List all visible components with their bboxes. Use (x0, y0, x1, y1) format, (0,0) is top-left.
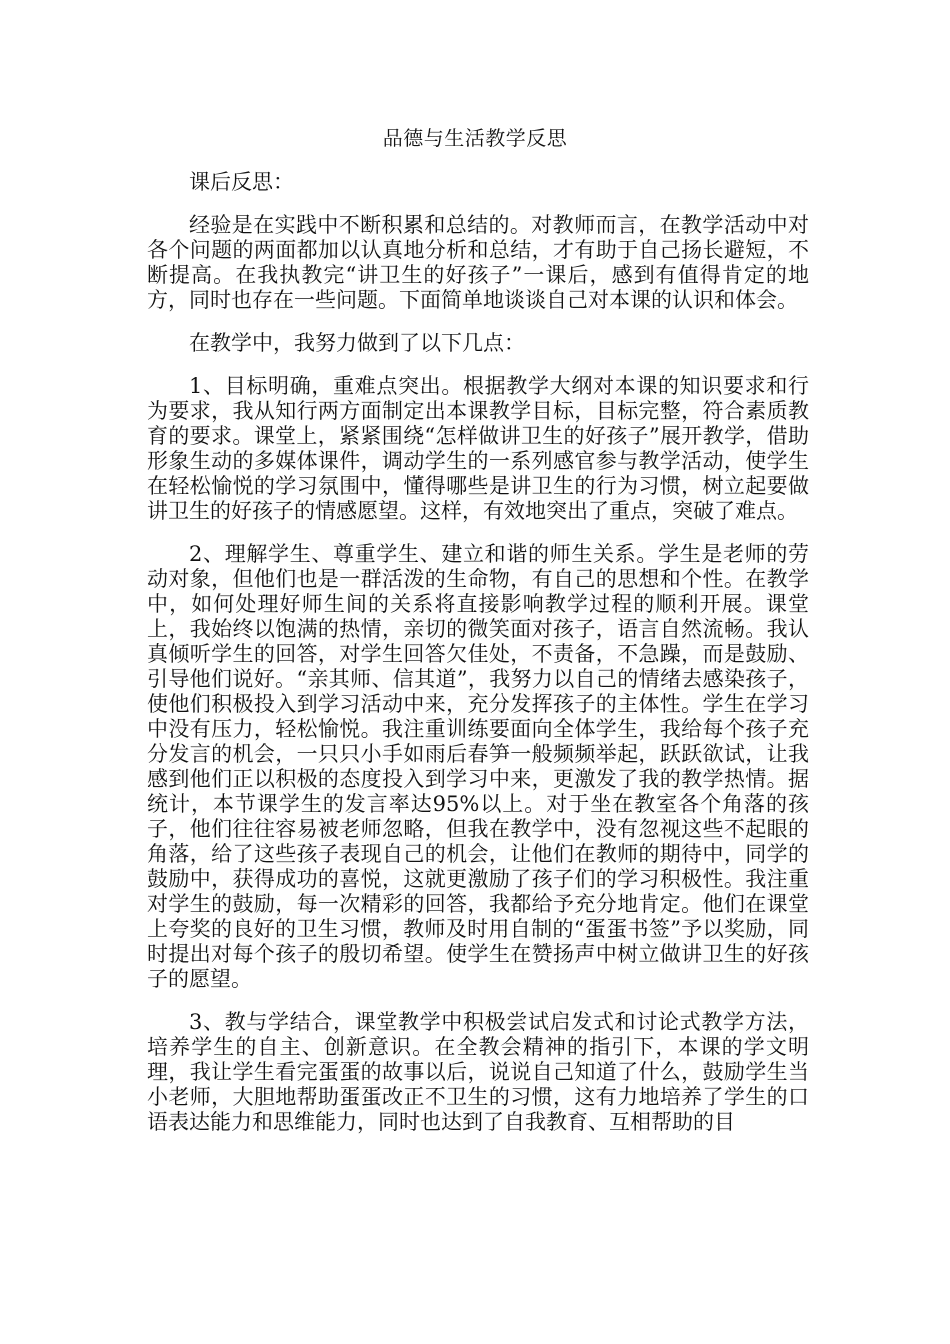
paragraph-point-3: 3、教与学结合，课堂教学中积极尝试启发式和讨论式教学方法，培养学生的自主、创新意识。在全教会精神的指引下，本课的学文明理，我让学生看完蛋蛋的故事以后，说说自己知道了什么，鼓励学生当小老师，大胆地帮助蛋蛋改正不卫生的习惯，这有力地培养了学生的口语表达能力和思维能力，同时也达到了自我教育、互相帮助的目 (147, 1010, 809, 1134)
paragraph-point-2: 2、理解学生、尊重学生、建立和谐的师生关系。学生是老师的劳动对象，但他们也是一群活泼的生命物，有自己的思想和个性。在教学中，如何处理好师生间的关系将直接影响教学过程的顺利开展。课堂上，我始终以饱满的热情，亲切的微笑面对孩子，语言自然流畅。我认真倾听学生的回答，对学生回答欠佳处，不责备，不急躁，而是鼓励、引导他们说好。“亲其师、信其道”，我努力以自己的情绪去感染孩子，使他们积极投入到学习活动中来，充分发挥孩子的主体性。学生在学习中没有压力，轻松愉悦。我注重训练要面向全体学生，我给每个孩子充分发言的机会，一只只小手如雨后春笋一般频频举起，跃跃欲试，让我感到他们正以积极的态度投入到学习中来，更激发了我的教学热情。据统计，本节课学生的发言率达95%以上。对于坐在教室各个角落的孩子，他们往往容易被老师忽略，但我在教学中，没有忽视这些不起眼的角落，给了这些孩子表现自己的机会，让他们在教师的期待中，同学的鼓励中，获得成功的喜悦，这就更激励了孩子们的学习积极性。我注重对学生的鼓励，每一次精彩的回答，我都给予充分地肯定。他们在课堂上夸奖的良好的卫生习惯，教师及时用自制的“蛋蛋书签”予以奖励，同时提出对每个孩子的殷切希望。使学生在赞扬声中树立做讲卫生的好孩子的愿望。 (147, 542, 809, 991)
document-title: 品德与生活教学反思 (382, 126, 568, 150)
document-body (147, 170, 809, 1153)
section-label: 课后反思： (189, 170, 294, 194)
paragraph-point-1: 1、目标明确，重难点突出。根据教学大纲对本课的知识要求和行为要求，我从知行两方面制定出本课教学目标，目标完整，符合素质教育的要求。课堂上，紧紧围绕“怎样做讲卫生的好孩子”展开教学，借助形象生动的多媒体课件，调动学生的一系列感官参与教学活动，使学生在轻松愉悦的学习氛围中，懂得哪些是讲卫生的行为习惯，树立起要做讲卫生的好孩子的情感愿望。这样，有效地突出了重点，突破了难点。 (147, 374, 809, 523)
paragraph-intro: 经验是在实践中不断积累和总结的。对教师而言，在教学活动中对各个问题的两面都加以认真地分析和总结，才有助于自己扬长避短，不断提高。在我执教完“讲卫生的好孩子”一课后，感到有值得肯定的地方，同时也存在一些问题。下面简单地谈谈自己对本课的认识和体会。 (147, 213, 809, 312)
paragraph-points-intro: 在教学中，我努力做到了以下几点： (189, 331, 525, 355)
